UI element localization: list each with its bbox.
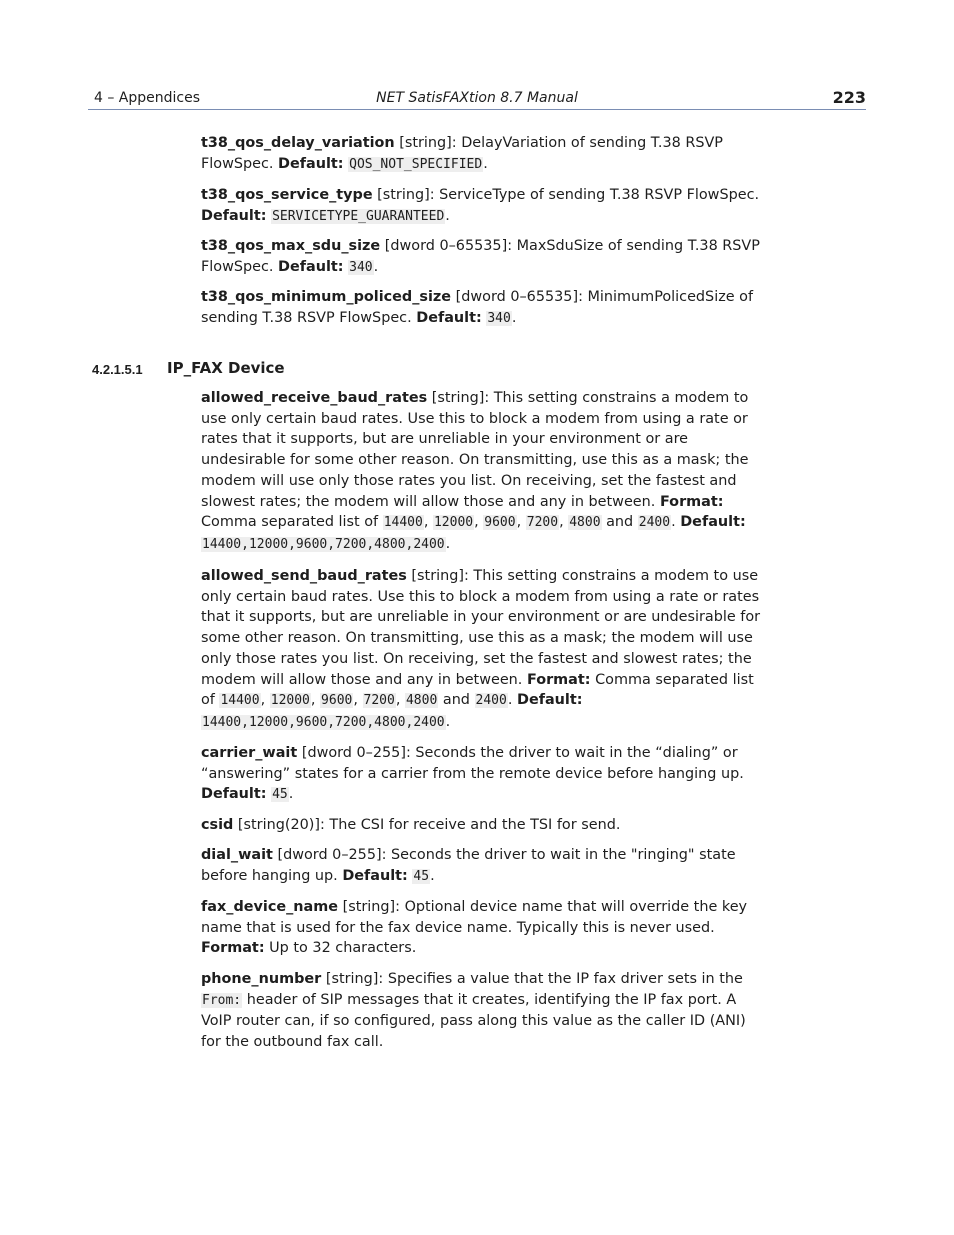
rate-value: 2400 [638, 515, 671, 531]
setting-name: t38_qos_minimum_policed_size [201, 289, 452, 305]
rate-value: 9600 [484, 515, 516, 531]
separator: . [671, 514, 681, 531]
setting-description: ServiceType of sending T.38 RSVP FlowSpec. [439, 187, 760, 203]
setting-description: Optional device name that will override the key name that is used for the fax device name. Typically this is never used. [201, 899, 748, 936]
setting-type: [dword 0–255]: [272, 847, 392, 863]
default-value: 45 [272, 787, 288, 803]
setting-description: DelayVariation of sending T.38 RSVP FlowSpec. [201, 135, 723, 172]
setting-name: csid [201, 817, 234, 833]
separator: , [559, 514, 569, 531]
rate-value: 12000 [270, 693, 310, 709]
punctuation: . [430, 867, 435, 884]
default-label: Default: [278, 155, 344, 172]
format-label: Format: [526, 671, 591, 688]
setting-type: [string]: [338, 899, 405, 915]
setting-name: t38_qos_max_sdu_size [201, 238, 381, 254]
entry-dial-wait [201, 845, 761, 887]
section-title: IP_FAX Device [167, 359, 285, 377]
format-value: Up to 32 characters. [264, 940, 417, 957]
section-number: 4.2.1.5.1 [92, 362, 143, 377]
entry-allowed-send-baud-rates [201, 566, 761, 734]
section-heading [92, 359, 692, 381]
entry-allowed-receive-baud-rates [201, 388, 761, 556]
default-value: 14400,12000,9600,7200,4800,2400 [202, 714, 445, 730]
rate-value: 2400 [475, 693, 507, 709]
punctuation: . [288, 786, 294, 803]
separator: . [507, 692, 517, 709]
default-value: 14400,12000,9600,7200,4800,2400 [202, 536, 445, 552]
rate-value: 12000 [433, 515, 474, 531]
setting-description: This setting constrains a modem to use only certain baud rates. Use this to block a modem from using a rate or rates that it supports, but are unreliable in your environment or are undesirable for some other reason. On transmitting, use this as a mask; the modem will use only those rates you list. On receiving, set the fastest and slowest rates; the modem will allow those and any in between. [201, 390, 749, 510]
default-label: Default: [416, 309, 482, 326]
rate-value: 14400 [220, 693, 260, 709]
format-label: Format: [659, 493, 724, 510]
separator: and [438, 692, 475, 709]
setting-type: [string]: [406, 568, 474, 584]
setting-description-continued: header of SIP messages that it creates, identifying the IP fax port. A VoIP router can, if so configured, pass along this value as the caller ID (ANI) for the outbound fax call. [201, 991, 746, 1051]
default-label: Default: [517, 692, 583, 709]
punctuation: . [445, 535, 451, 552]
page-number: 223 [832, 88, 866, 107]
setting-name: t38_qos_delay_variation [201, 135, 395, 151]
setting-type: [string]: [372, 187, 440, 203]
default-label: Default: [342, 867, 408, 884]
setting-description: MaxSduSize of sending T.38 RSVP FlowSpec. [201, 238, 760, 275]
page-header [88, 89, 866, 110]
separator: , [310, 692, 321, 709]
entry-carrier-wait [201, 743, 761, 806]
punctuation: . [373, 258, 379, 275]
format-label: Format: [201, 940, 265, 957]
entry-csid [201, 815, 761, 836]
separator: , [395, 692, 405, 709]
setting-type: [dword 0–65535]: [380, 238, 517, 254]
separator: , [353, 692, 363, 709]
setting-type: [dword 0–255]: [297, 745, 416, 761]
setting-name: allowed_receive_baud_rates [201, 390, 428, 406]
separator: , [260, 692, 270, 709]
entry-t38-qos-minimum-policed-size [201, 287, 761, 329]
manual-title: NET SatisFAXtion 8.7 Manual [376, 90, 578, 106]
default-label: Default: [278, 258, 344, 275]
default-value: 340 [487, 310, 511, 326]
punctuation: . [483, 155, 488, 172]
rate-value: 9600 [321, 693, 353, 709]
format-text: Comma separated list of [201, 671, 754, 709]
setting-description: [string]: Specifies a value that the IP fax driver sets in the [321, 971, 743, 987]
default-label: Default: [201, 786, 267, 803]
default-value: QOS_NOT_SPECIFIED [349, 156, 483, 172]
chapter-label: 4 – Appendices [94, 90, 201, 106]
default-label: Default: [201, 207, 267, 224]
entry-t38-qos-service-type [201, 185, 761, 227]
separator: , [474, 514, 484, 531]
setting-name: phone_number [201, 971, 322, 987]
default-label: Default: [680, 514, 746, 531]
format-text: Comma separated list of [201, 514, 383, 531]
setting-name: dial_wait [201, 847, 273, 863]
setting-name: carrier_wait [201, 745, 298, 761]
punctuation: . [445, 713, 451, 730]
rate-value: 7200 [526, 515, 559, 531]
setting-description: This setting constrains a modem to use only certain baud rates. Use this to block a modem from using a rate or rates that it supports, but are unreliable in your environment or are undesirable for some other reason. On transmitting, use this as a mask; the modem will use only those rates you list. On receiving, set the fastest and slowest rates; the modem will allow those and any in between. [201, 568, 761, 688]
header-field-code: From: [202, 992, 242, 1008]
punctuation: . [511, 309, 517, 326]
separator: , [423, 514, 433, 531]
setting-type: [string]: [427, 390, 494, 406]
setting-type: [string]: [394, 135, 462, 151]
default-value: 45 [413, 868, 430, 884]
setting-name: fax_device_name [201, 899, 339, 915]
entry-t38-qos-delay-variation [201, 133, 761, 175]
setting-description: [string(20)]: The CSI for receive and the TSI for send. [233, 817, 621, 833]
default-value: SERVICETYPE_GUARANTEED [272, 208, 445, 224]
setting-name: t38_qos_service_type [201, 187, 373, 203]
entry-phone-number [201, 969, 761, 1053]
setting-description: MinimumPolicedSize of sending T.38 RSVP FlowSpec. [201, 289, 754, 326]
rate-value: 7200 [363, 693, 395, 709]
setting-type: [dword 0–65535]: [451, 289, 588, 305]
entry-fax-device-name [201, 897, 761, 959]
rate-value: 4800 [405, 693, 438, 709]
rate-value: 14400 [383, 515, 423, 531]
setting-description: Seconds the driver to wait in the "ringing" state before hanging up. [201, 847, 736, 884]
rate-value: 4800 [569, 515, 601, 531]
entry-t38-qos-max-sdu-size [201, 236, 761, 278]
setting-description: Seconds the driver to wait in the “dialing” or “answering” states for a carrier from the remote device before hanging up. [201, 745, 744, 782]
separator: and [601, 514, 638, 531]
punctuation: . [445, 207, 450, 224]
setting-name: allowed_send_baud_rates [201, 568, 407, 584]
separator: , [516, 514, 526, 531]
default-value: 340 [349, 259, 373, 275]
